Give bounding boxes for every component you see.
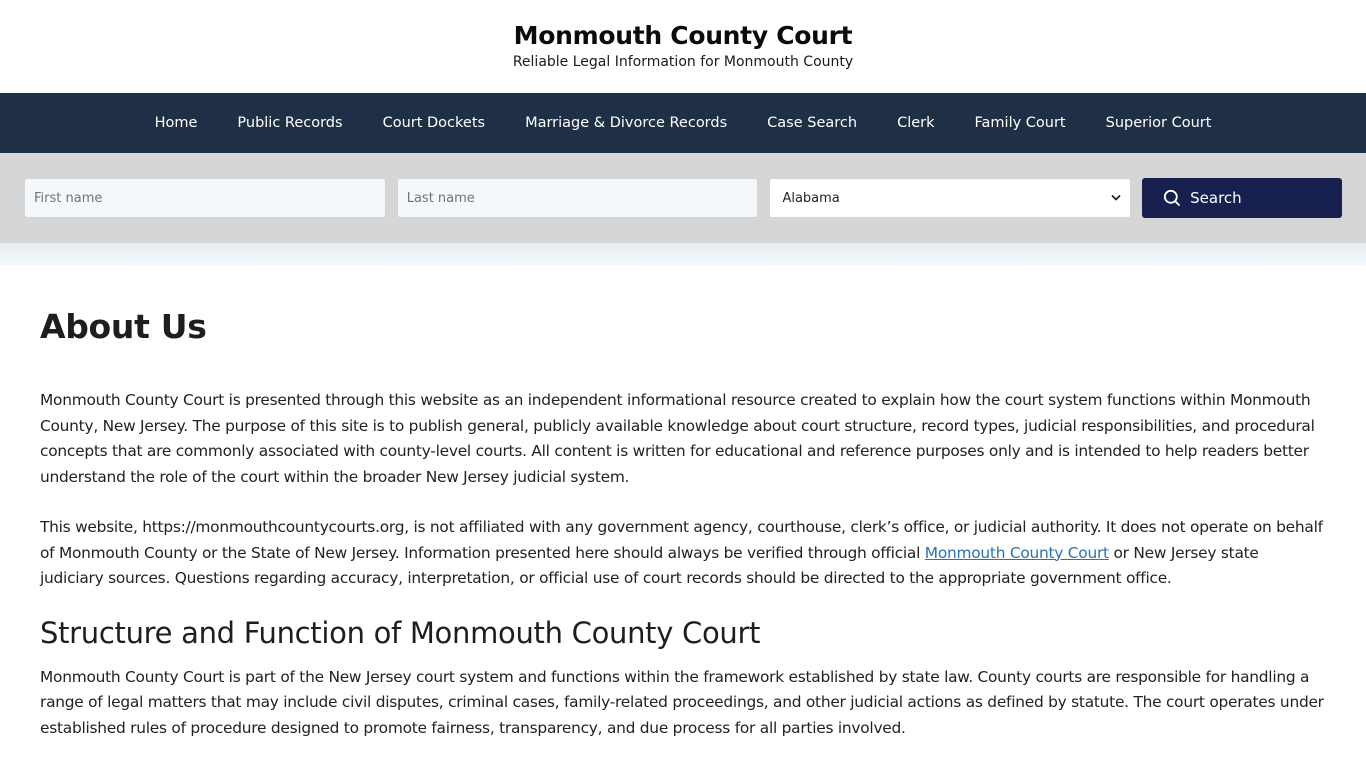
- disclaimer-text-before: This website, https://monmouthcountycourts.org, is not affiliated with any government agency, courthouse, clerk’s office, or judicial authority. It does not operate on behalf of Monmouth County or the State of New Jersey. Information presented here should always be verified through official: [40, 518, 1323, 562]
- nav-item-court-dockets[interactable]: Court Dockets: [382, 115, 486, 131]
- nav-item-clerk[interactable]: Clerk: [897, 115, 935, 131]
- site-title: Monmouth County Court: [513, 21, 853, 50]
- intro-paragraph: Monmouth County Court is presented through this website as an independent informational resource created to explain how the court system functions within Monmouth County, New Jersey. The purpose of this site is to publish general, publicly available knowledge about court structure, record types, judicial responsibilities, and procedural concepts that are commonly associated with county-level courts. All content is written for educational and reference purposes only and is intended to help readers better understand the role of the court within the broader New Jersey judicial system.: [40, 391, 1315, 486]
- structure-paragraph: Monmouth County Court is part of the New Jersey court system and functions within the framework established by state law. County courts are responsible for handling a range of legal matters that may include civil disputes, criminal cases, family-related proceedings, and other judicial actions as defined by statute. The court operates under established rules of procedure designed to promote fairness, transparency, and due process for all parties involved.: [40, 667, 1324, 737]
- disclaimer-paragraph: [40, 515, 1326, 592]
- nav-item-marriage-divorce-records[interactable]: Marriage & Divorce Records: [525, 115, 728, 131]
- site-tagline: Reliable Legal Information for Monmouth County: [512, 54, 854, 70]
- page-title: About Us: [40, 307, 207, 346]
- nav-item-case-search[interactable]: Case Search: [767, 115, 858, 131]
- state-select-value[interactable]: Alabama: [769, 178, 1131, 218]
- section-heading-structure: Structure and Function of Monmouth County Court: [40, 615, 761, 650]
- search-bar: [0, 153, 1366, 243]
- first-name-input[interactable]: [24, 178, 386, 218]
- nav-item-home[interactable]: Home: [154, 115, 198, 131]
- monmouth-county-court-link[interactable]: Monmouth County Court: [924, 543, 1109, 562]
- last-name-input[interactable]: [397, 178, 759, 218]
- search-button[interactable]: [1142, 178, 1342, 218]
- main-content: [0, 265, 1366, 741]
- nav-item-superior-court[interactable]: Superior Court: [1105, 115, 1212, 131]
- search-icon: [1163, 189, 1181, 207]
- state-select[interactable]: [769, 178, 1131, 218]
- disclaimer-text-after: or New Jersey state judiciary sources. Questions regarding accuracy, interpretation, or official use of court records should be directed to the appropriate government office.: [40, 543, 1259, 587]
- chevron-down-icon: [1111, 191, 1121, 205]
- main-nav: [0, 93, 1366, 153]
- site-header: [0, 0, 1366, 93]
- nav-item-public-records[interactable]: Public Records: [237, 115, 343, 131]
- search-button-label: Search: [1190, 189, 1242, 207]
- nav-item-family-court[interactable]: Family Court: [974, 115, 1066, 131]
